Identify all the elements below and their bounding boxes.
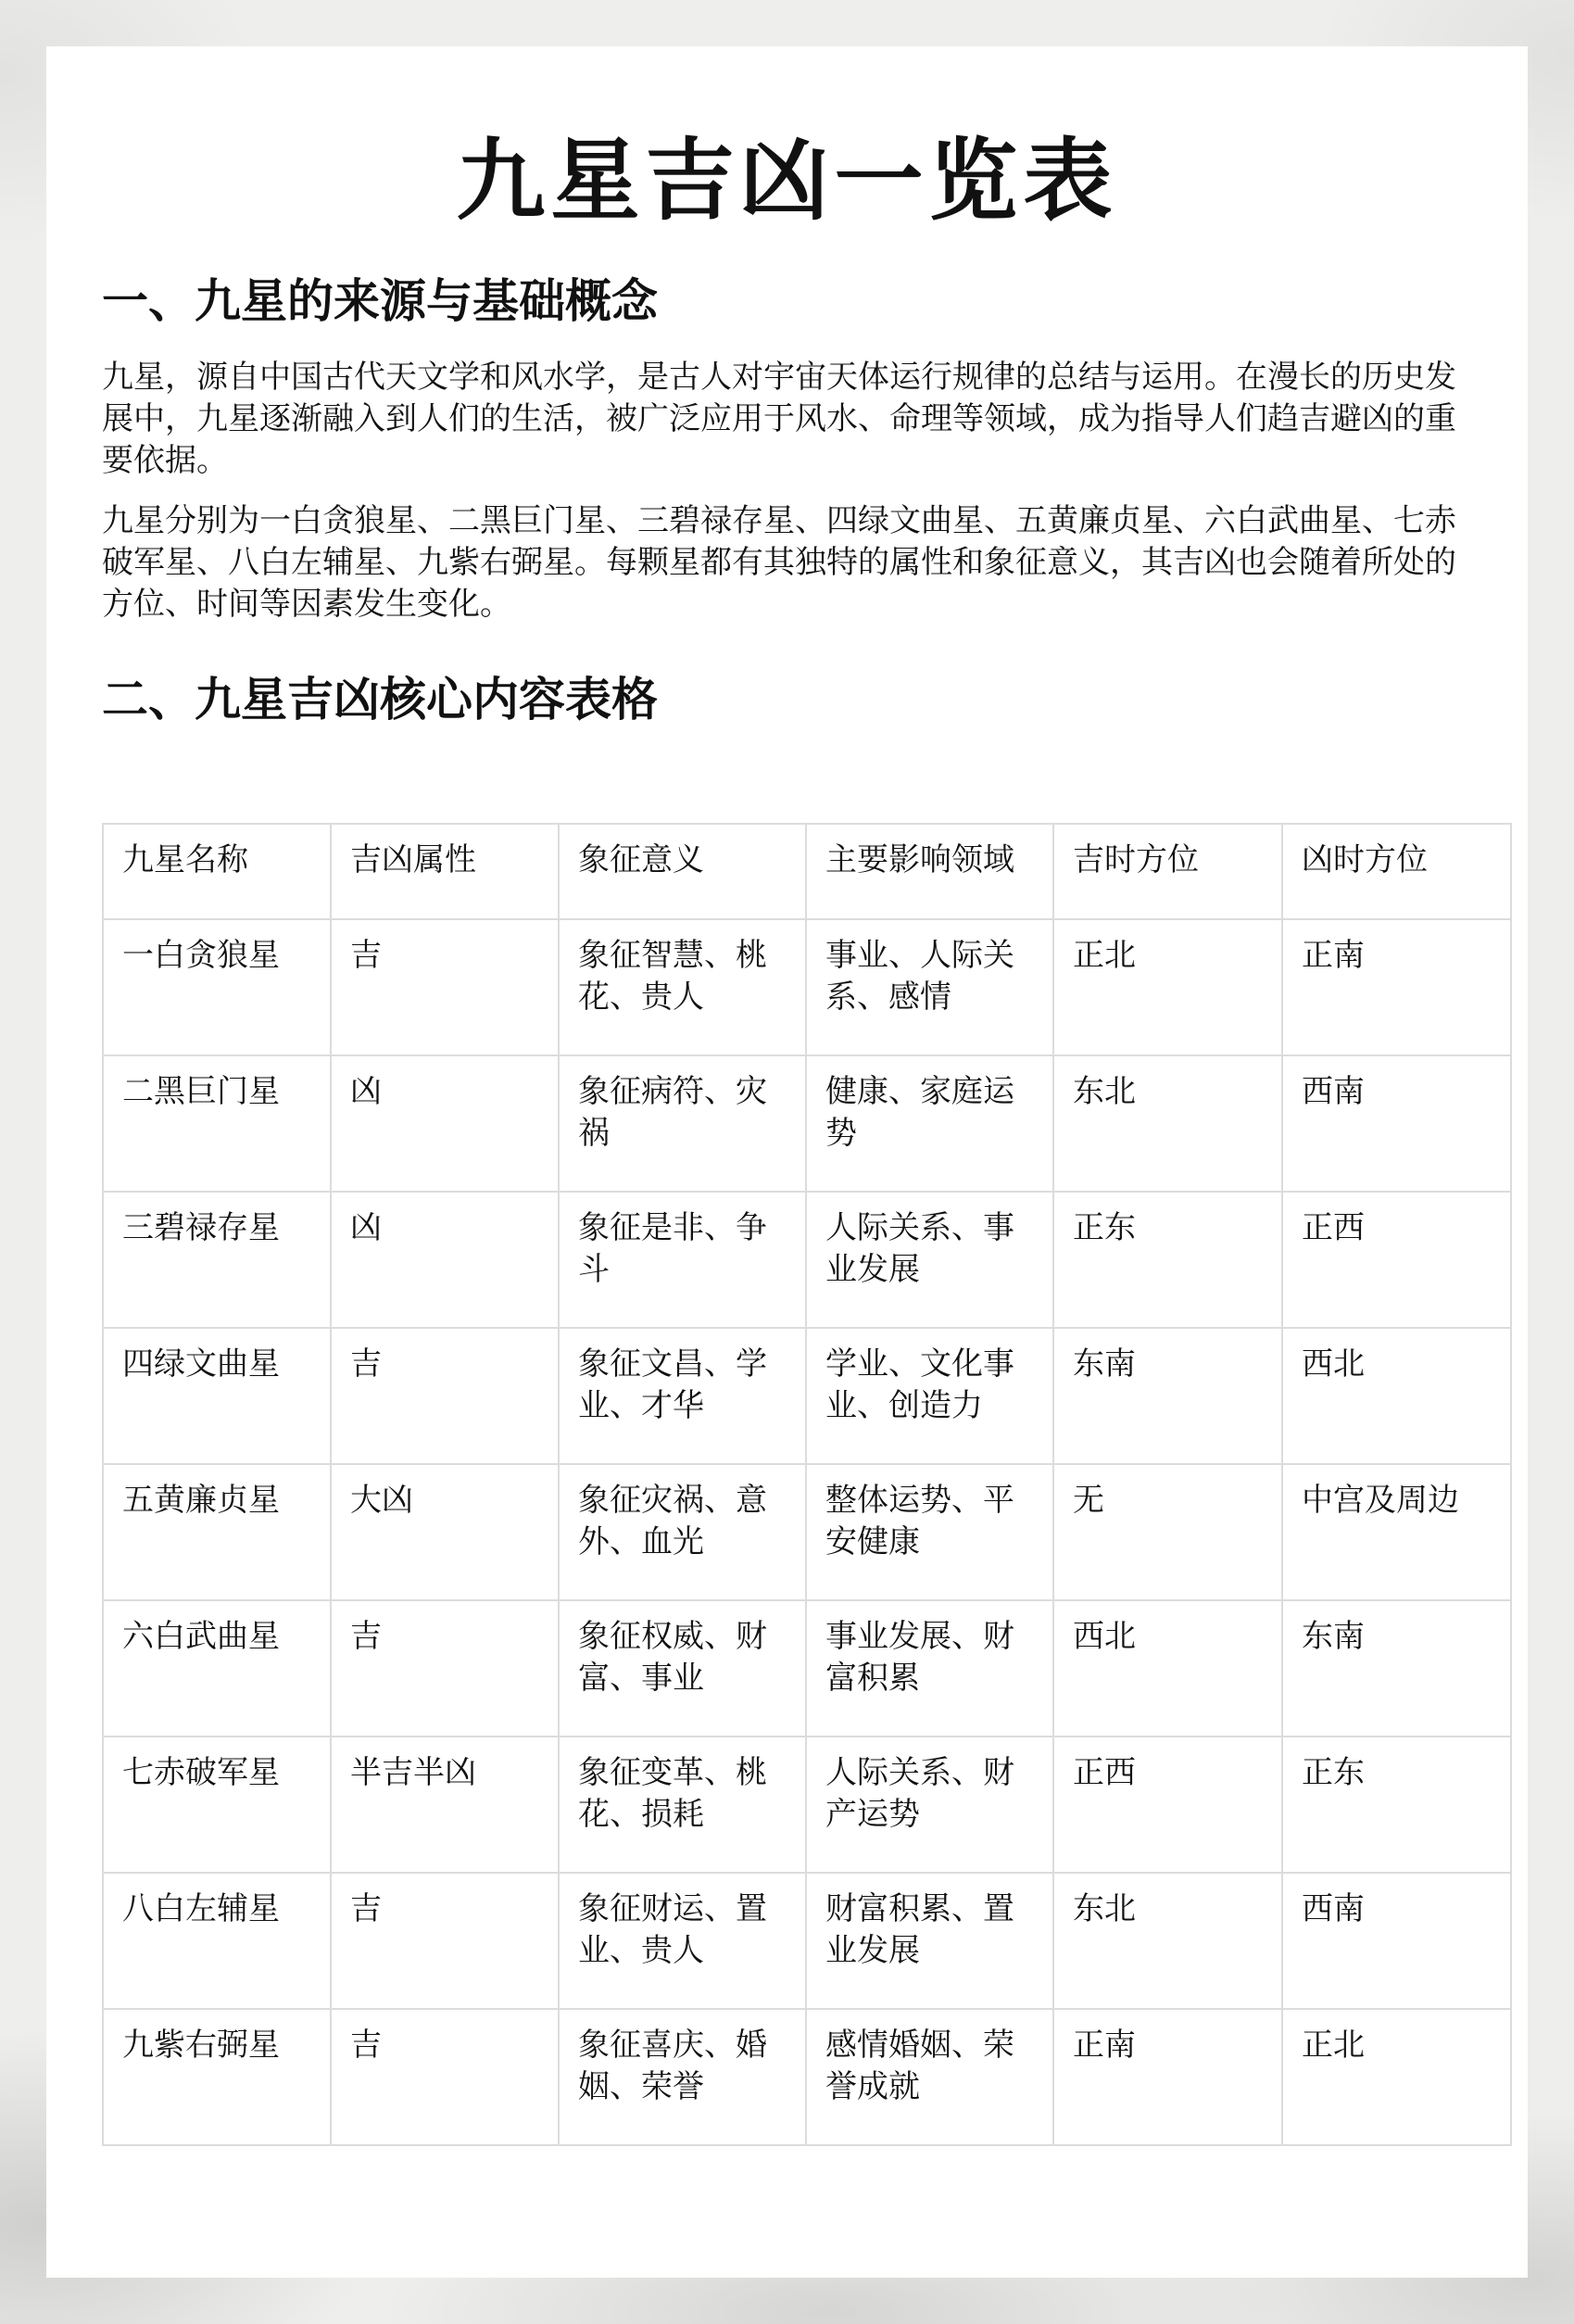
cell-fortune: 吉 (331, 1328, 559, 1464)
paragraph-nine-stars-list: 九星分别为一白贪狼星、二黑巨门星、三碧禄存星、四绿文曲星、五黄廉贞星、六白武曲星、七赤破军星、八白左辅星、九紫右弼星。每颗星都有其独特的属性和象征意义，其吉凶也会随着所处的方位、时间等因素发生变化。 (102, 502, 1456, 623)
table-row (103, 1055, 1511, 1192)
cell-symbolism: 象征喜庆、婚姻、荣誉 (559, 2009, 806, 2145)
cell-symbolism: 象征灾祸、意外、血光 (559, 1464, 806, 1600)
cell-unlucky-direction: 中宫及周边 (1282, 1464, 1511, 1600)
cell-influence: 感情婚姻、荣誉成就 (806, 2009, 1053, 2145)
table-row (103, 1873, 1511, 2009)
cell-lucky-direction: 无 (1053, 1464, 1282, 1600)
cell-fortune: 吉 (331, 2009, 559, 2145)
section-heading-table: 二、九星吉凶核心内容表格 (102, 673, 658, 726)
cell-influence: 学业、文化事业、创造力 (806, 1328, 1053, 1464)
cell-star-name: 九紫右弼星 (103, 2009, 331, 2145)
cell-lucky-direction: 正南 (1053, 2009, 1282, 2145)
cell-fortune: 吉 (331, 1600, 559, 1737)
paragraph-origin: 九星，源自中国古代天文学和风水学，是古人对宇宙天体运行规律的总结与运用。在漫长的历史发展中，九星逐渐融入到人们的生活，被广泛应用于风水、命理等领域，成为指导人们趋吉避凶的重要依据。 (102, 359, 1456, 479)
table-row (103, 1464, 1511, 1600)
cell-fortune: 大凶 (331, 1464, 559, 1600)
column-header-unlucky-direction: 凶时方位 (1282, 824, 1511, 919)
document-page (46, 46, 1528, 2278)
cell-star-name: 一白贪狼星 (103, 919, 331, 1055)
column-header-fortune: 吉凶属性 (331, 824, 559, 919)
cell-lucky-direction: 正西 (1053, 1737, 1282, 1873)
cell-star-name: 六白武曲星 (103, 1600, 331, 1737)
cell-influence: 人际关系、财产运势 (806, 1737, 1053, 1873)
cell-unlucky-direction: 正东 (1282, 1737, 1511, 1873)
cell-symbolism: 象征权威、财富、事业 (559, 1600, 806, 1737)
cell-star-name: 五黄廉贞星 (103, 1464, 331, 1600)
table-row (103, 919, 1511, 1055)
cell-lucky-direction: 东北 (1053, 1873, 1282, 2009)
cell-lucky-direction: 东南 (1053, 1328, 1282, 1464)
cell-fortune: 半吉半凶 (331, 1737, 559, 1873)
cell-symbolism: 象征文昌、学业、才华 (559, 1328, 806, 1464)
cell-symbolism: 象征智慧、桃花、贵人 (559, 919, 806, 1055)
cell-unlucky-direction: 西北 (1282, 1328, 1511, 1464)
cell-fortune: 凶 (331, 1192, 559, 1328)
cell-influence: 整体运势、平安健康 (806, 1464, 1053, 1600)
table-row (103, 1737, 1511, 1873)
column-header-influence: 主要影响领域 (806, 824, 1053, 919)
cell-unlucky-direction: 东南 (1282, 1600, 1511, 1737)
cell-lucky-direction: 东北 (1053, 1055, 1282, 1192)
nine-stars-table (102, 823, 1512, 2146)
cell-influence: 事业发展、财富积累 (806, 1600, 1053, 1737)
nine-stars-table-container (102, 823, 1510, 2146)
cell-star-name: 四绿文曲星 (103, 1328, 331, 1464)
cell-fortune: 凶 (331, 1055, 559, 1192)
cell-influence: 人际关系、事业发展 (806, 1192, 1053, 1328)
cell-star-name: 三碧禄存星 (103, 1192, 331, 1328)
cell-symbolism: 象征病符、灾祸 (559, 1055, 806, 1192)
cell-unlucky-direction: 西南 (1282, 1055, 1511, 1192)
cell-influence: 事业、人际关系、感情 (806, 919, 1053, 1055)
page-title: 九星吉凶一览表 (456, 129, 1118, 233)
cell-symbolism: 象征变革、桃花、损耗 (559, 1737, 806, 1873)
table-row (103, 1328, 1511, 1464)
cell-lucky-direction: 正北 (1053, 919, 1282, 1055)
cell-fortune: 吉 (331, 1873, 559, 2009)
cell-unlucky-direction: 正北 (1282, 2009, 1511, 2145)
cell-symbolism: 象征是非、争斗 (559, 1192, 806, 1328)
cell-lucky-direction: 正东 (1053, 1192, 1282, 1328)
cell-influence: 健康、家庭运势 (806, 1055, 1053, 1192)
cell-star-name: 七赤破军星 (103, 1737, 331, 1873)
column-header-symbolism: 象征意义 (559, 824, 806, 919)
section-heading-origin: 一、九星的来源与基础概念 (102, 274, 658, 328)
cell-star-name: 二黑巨门星 (103, 1055, 331, 1192)
table-row (103, 1600, 1511, 1737)
cell-star-name: 八白左辅星 (103, 1873, 331, 2009)
table-row (103, 1192, 1511, 1328)
cell-unlucky-direction: 正南 (1282, 919, 1511, 1055)
column-header-lucky-direction: 吉时方位 (1053, 824, 1282, 919)
cell-fortune: 吉 (331, 919, 559, 1055)
column-header-star-name: 九星名称 (103, 824, 331, 919)
cell-unlucky-direction: 西南 (1282, 1873, 1511, 2009)
cell-influence: 财富积累、置业发展 (806, 1873, 1053, 2009)
table-row (103, 2009, 1511, 2145)
cell-lucky-direction: 西北 (1053, 1600, 1282, 1737)
cell-unlucky-direction: 正西 (1282, 1192, 1511, 1328)
cell-symbolism: 象征财运、置业、贵人 (559, 1873, 806, 2009)
table-header-row (103, 824, 1511, 919)
